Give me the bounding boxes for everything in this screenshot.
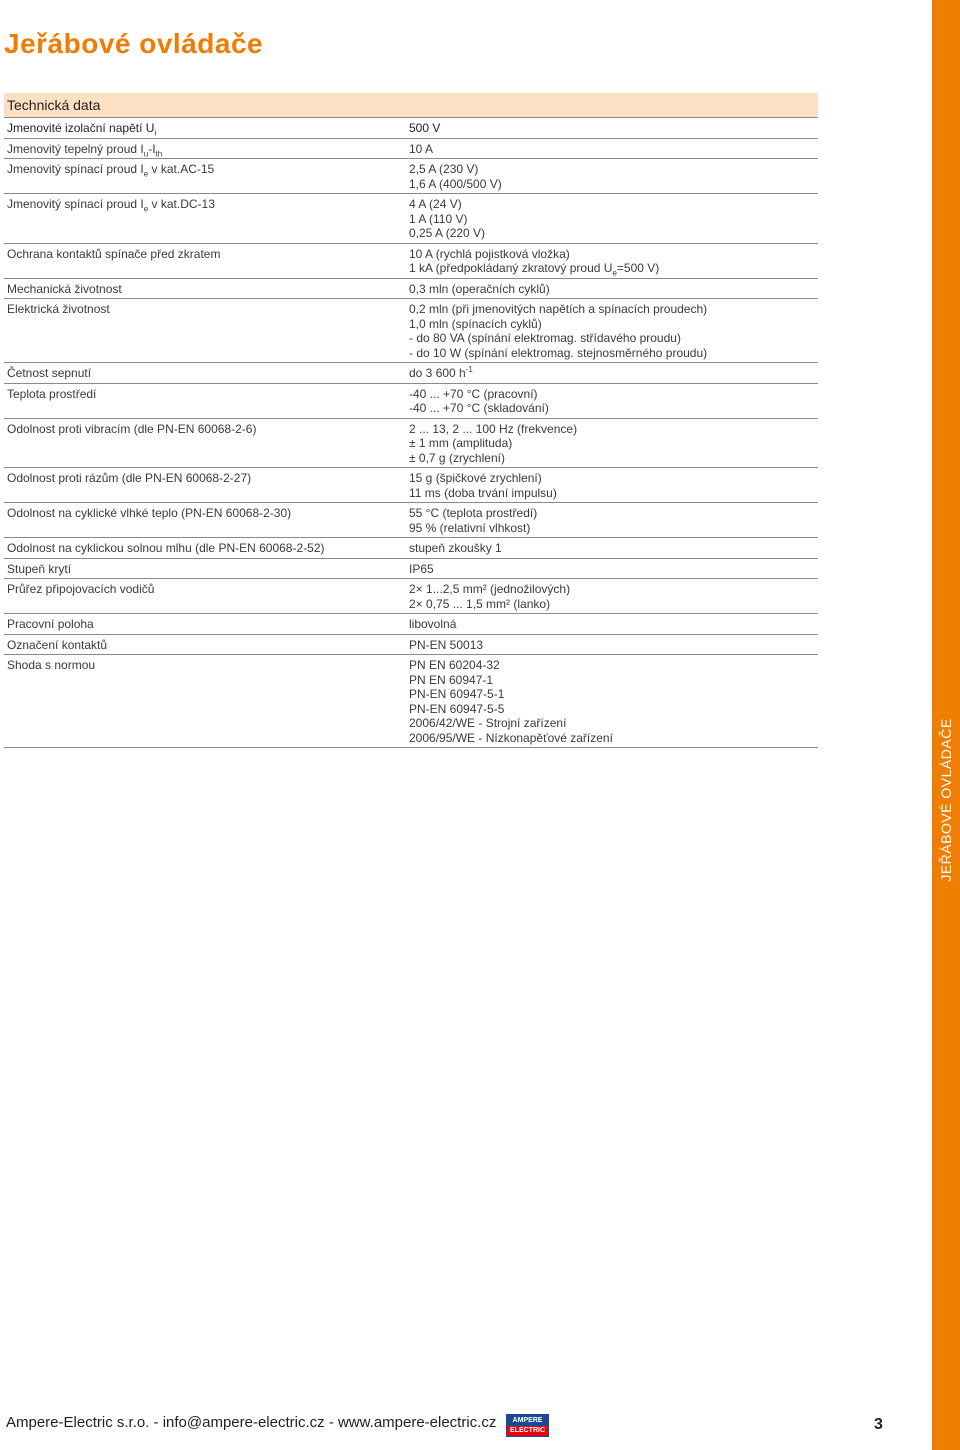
param-value: 15 g (špičkové zrychlení) 11 ms (doba trvání impulsu) [409,471,557,500]
param-label: Jmenovité izolační napětí $U_i$ [7,121,157,138]
page-number: 3 [874,1416,883,1433]
param-value: 0,3 mln (operačních cyklů) [409,281,550,296]
table-row [4,244,818,279]
table-row [4,538,818,559]
param-value: PN EN 60204-32 PN EN 60947-1 PN-EN 60947-5-1 PN-EN 60947-5-5 2006/42/WE - Strojní zařízení 2006/95/WE - Nízkonapěťové zařízení [409,658,613,745]
table-row [4,579,818,614]
footer-contact: Ampere-Electric s.r.o. - info@ampere-electric.cz - www.ampere-electric.cz [6,1414,497,1431]
param-value: 500 V [409,121,441,135]
table-row [4,655,818,748]
param-value: libovolná [409,617,457,631]
param-label: Elektrická životnost [7,302,110,316]
param-label: Odolnost proti rázům (dle PN-EN 60068-2-27) [7,471,252,485]
param-value: PN-EN 50013 [409,637,484,652]
param-label: Četnost sepnutí [7,366,92,380]
table-row [4,194,818,244]
ampere-electric-logo: AMPERE ELECTRIC [506,1414,549,1437]
table-row [4,468,818,503]
param-value: 10 A (rychlá pojistková vložka) 1 kA (předpokládaný zkratový proud $U_e=500$ V) [409,246,660,278]
table-row [4,419,818,469]
table-header: Technická data [4,93,818,118]
param-value: 0,2 mln (při jmenovitých napětích a spínacích proudech) 1,0 mln (spínacích cyklů) - do 80 VA (spínání elektromag. střídavého proudu) - do 10 W (spínání elektromag. stejnosměrného proudu) [409,302,708,360]
param-label: Průřez připojovacích vodičů [7,582,155,596]
table-row [4,299,818,363]
param-label: Jmenovitý tepelný proud $I_u-I_{th}$ [7,141,163,158]
param-value: 2× 1...2,5 mm² (jednožilových) 2× 0,75 ... 1,5 mm² (lanko) [409,582,571,611]
param-label: Pracovní poloha [7,617,94,631]
param-value: 55 °C (teplota prostředí) 95 % (relativní vlhkost) [409,506,538,535]
param-label: Označení kontaktů [7,637,108,652]
param-label: Shoda s normou [7,658,96,672]
table-row [4,635,818,656]
table-row [4,159,818,194]
table-row [4,503,818,538]
param-label: Odolnost na cyklické vlhké teplo (PN-EN 60068-2-30) [7,506,292,520]
param-label: Teplota prostředí [7,386,97,401]
table-row [4,559,818,580]
param-value: 2 ... 13, 2 ... 100 Hz (frekvence) ± 1 mm (amplituda) ± 0,7 g (zrychlení) [409,421,578,465]
table-row [4,363,818,384]
param-label: Mechanická životnost [7,281,122,296]
param-label: Odolnost na cyklickou solnou mlhu (dle PN-EN 60068-2-52) [7,541,325,555]
param-label: Odolnost proti vibracím (dle PN-EN 60068-2-6) [7,421,257,436]
param-value: 2,5 A (230 V) 1,6 A (400/500 V) [409,162,502,191]
param-value: 10 A [409,141,434,156]
tech-data-table [4,93,818,748]
param-label: Jmenovitý spínací proud $I_e$ v kat.DC-13 [7,197,215,214]
table-row [4,279,818,300]
param-label: Jmenovitý spínací proud $I_e$ v kat.AC-15 [7,162,215,179]
param-label: Ochrana kontaktů spínače před zkratem [7,246,221,261]
param-value: do 3 600 $h^{-1}$ [409,365,473,380]
table-row [4,139,818,160]
page-title: Jeřábové ovládače [4,28,264,59]
param-label: Stupeň krytí [7,561,72,576]
table-row [4,614,818,635]
table-row [4,118,818,139]
table-row [4,384,818,419]
param-value: IP65 [409,561,434,576]
param-value: -40 ... +70 °C (pracovní) -40 ... +70 °C (skladování) [409,386,549,415]
param-value: stupeň zkoušky 1 [409,541,502,555]
param-value: 4 A (24 V) 1 A (110 V) 0,25 A (220 V) [409,197,486,240]
